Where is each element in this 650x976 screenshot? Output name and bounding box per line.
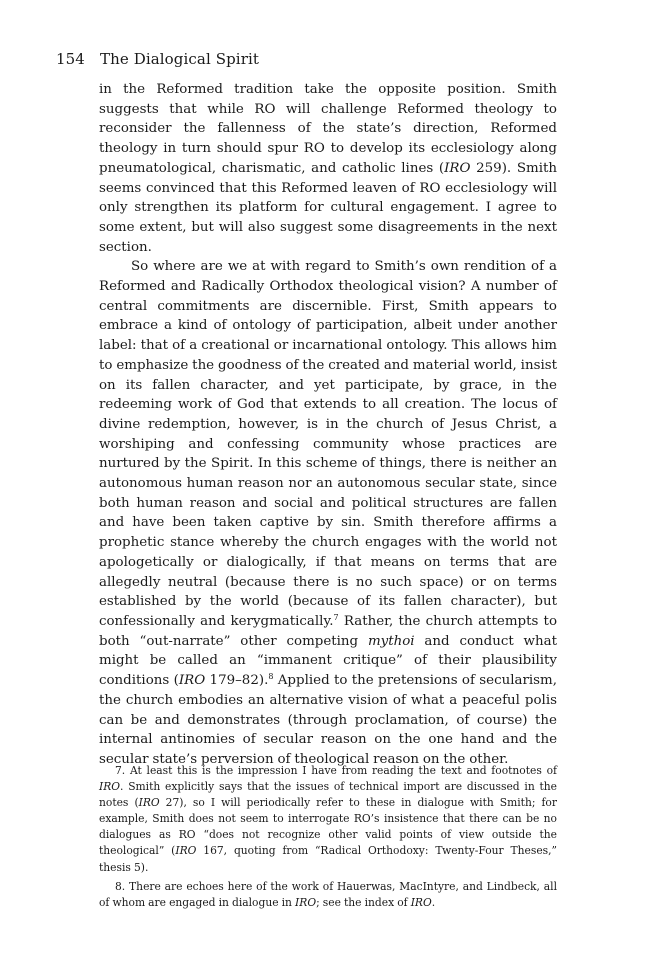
text-run: Applied to the pretensions of secularism, the church embodies an alternative vision of what a peaceful polis can be and demonstrates (through proclamation, of course) the internal antinomies of secular reason on the one hand and the secular state’s perversion of theological reason on the other. (99, 673, 557, 767)
footnote-7 (99, 763, 557, 876)
page-number: 154 (56, 50, 85, 68)
italic-abbrev: IRO (99, 780, 121, 794)
italic-term: mythoi (367, 633, 415, 649)
italic-abbrev: IRO (410, 895, 432, 909)
italic-abbrev: IRO (444, 160, 471, 176)
text-run: 8. There are echoes here of the work of Hauerwas, MacIntyre, and Lindbeck, all of whom are engaged in dialogue in (99, 879, 557, 909)
footnote-ref-7[interactable]: 7 (333, 612, 339, 622)
text-run: . (431, 895, 436, 909)
text-run: 7. At least this is the impression I have from reading the text and footnotes of (115, 764, 557, 777)
italic-abbrev: IRO (295, 895, 317, 909)
running-header (56, 50, 259, 68)
footnote-ref-8[interactable]: 8 (268, 672, 274, 682)
text-run: Rather, the church attempts to both “out-narrate” other competing (99, 613, 558, 649)
text-run: 259). Smith seems convinced that this Reformed leaven of RO ecclesiology will only strengthen its platform for cultural engagement. I agree to some extent, but will also suggest some disagreements in the next section. (99, 160, 557, 255)
paragraph (99, 80, 557, 257)
italic-abbrev: IRO (178, 673, 206, 689)
running-title: The Dialogical Spirit (100, 50, 259, 68)
text-run: 27), so I will periodically refer to these in dialogue with Smith; for example, Smith does not seem to interrogate RO’s insistence that there can be no dialogues as RO “does not recognize other valid points of view outside the theological” ( (99, 796, 557, 858)
footnote-8 (99, 879, 557, 911)
text-run: and conduct what might be called an “immanent critique” of their plausibility conditions ( (99, 633, 557, 689)
text-run: 167, quoting from “Radical Orthodoxy: Twenty-Four Theses,” thesis 5). (99, 844, 558, 874)
text-run: ; see the index of (316, 895, 411, 909)
text-run: . Smith explicitly says that the issues of technical import are discussed in the notes ( (99, 780, 557, 810)
paragraph (99, 257, 557, 769)
text-run: in the Reformed tradition take the opposite position. Smith suggests that while RO will challenge Reformed theology to reconsider the fallenness of the state’s direction, Reformed theology in turn should spur RO to develop its ecclesiology along pneumatological, charismatic, and catholic lines ( (99, 82, 557, 176)
italic-abbrev: IRO (175, 844, 197, 858)
footnotes (99, 763, 557, 914)
body-text (99, 80, 557, 770)
text-run: 179–82). (205, 673, 269, 689)
italic-abbrev: IRO (138, 796, 160, 810)
text-run: So where are we at with regard to Smith’s own rendition of a Reformed and Radically Orthodox theological vision? A number of central commitments are discernible. First, Smith appears to embrace a kind of ontology of participation, albeit under another label: that of a creational or incarnational ontology. This allows him to emphasize the goodness of the created and material world, insist on its fallen character, and yet participate, by grace, in the redeeming work of God that extends to all creation. The locus of divine redemption, however, is in the church of Jesus Christ, a worshiping and confessing community whose practices are nurtured by the Spirit. In this scheme of things, there is neither an autonomous human reason nor an autonomous secular state, since both human reason and social and political structures are fallen and have been taken captive by sin. Smith therefore affirms a prophetic stance whereby the church engages with the world not apologetically or dialogically, if that means on terms that are allegedly neutral (because there is no such space) or on terms established by the world (because of its fallen character), but confessionally and kerygmatically. (99, 259, 557, 629)
